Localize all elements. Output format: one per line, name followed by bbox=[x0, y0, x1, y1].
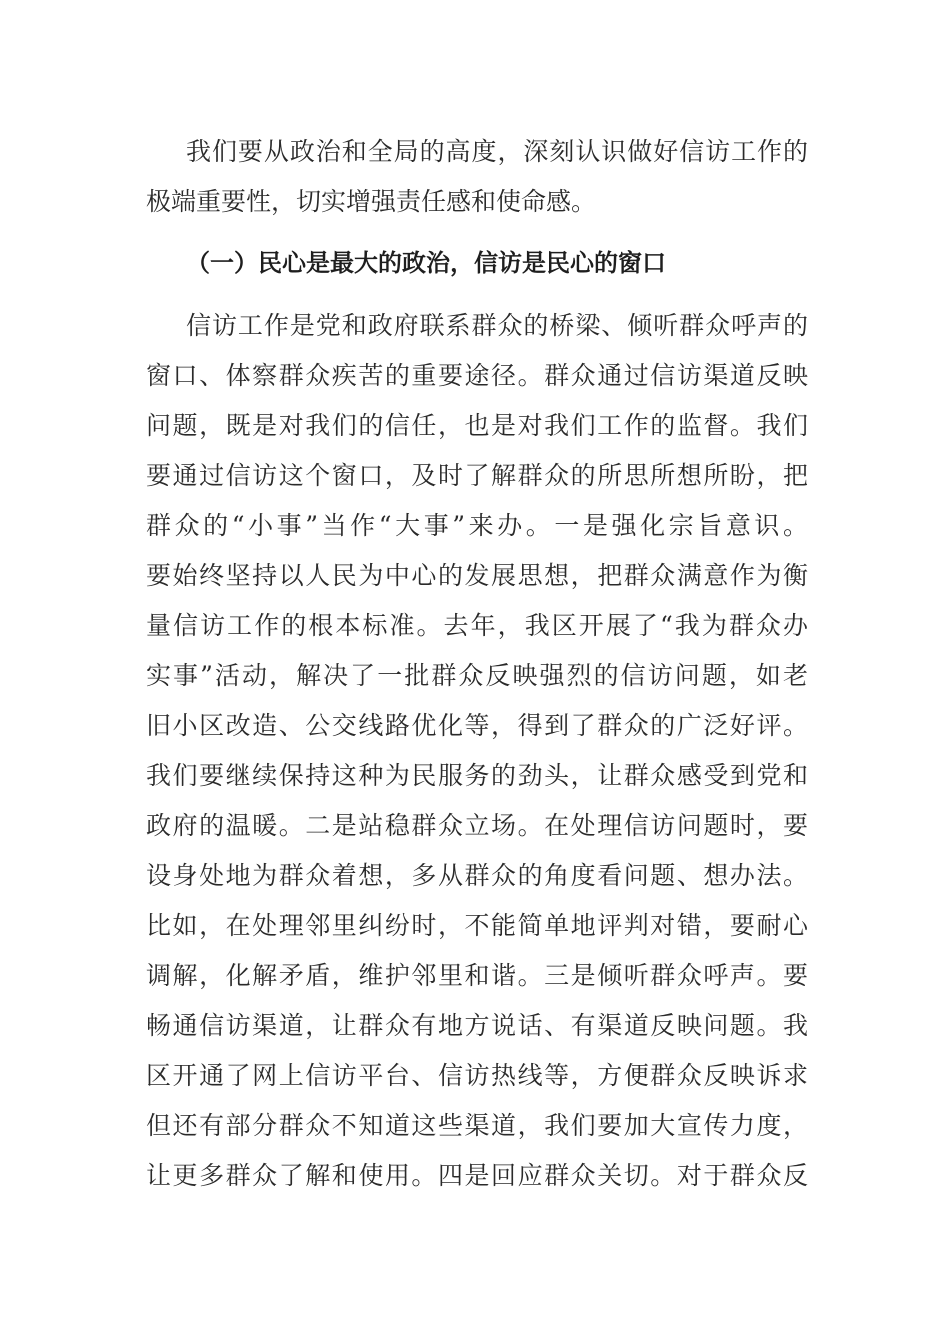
body-line: 旧小区改造、公交线路优化等，得到了群众的广泛好评。 bbox=[146, 711, 808, 740]
body-line: 区开通了网上信访平台、信访热线等，方便群众反映诉求 bbox=[146, 1061, 808, 1090]
body-line: 实事”活动，解决了一批群众反映强烈的信访问题，如老 bbox=[146, 661, 808, 690]
body-line: 但还有部分群众不知道这些渠道，我们要加大宣传力度， bbox=[146, 1111, 808, 1140]
body-line: 信访工作是党和政府联系群众的桥梁、倾听群众呼声的 bbox=[186, 311, 808, 340]
body-line: 我们要继续保持这种为民服务的劲头，让群众感受到党和 bbox=[146, 761, 808, 790]
body-line: 群众的“小事”当作“大事”来办。一是强化宗旨意识。 bbox=[146, 511, 808, 540]
body-line: 量信访工作的根本标准。去年，我区开展了“我为群众办 bbox=[146, 611, 808, 640]
body-line: 要始终坚持以人民为中心的发展思想，把群众满意作为衡 bbox=[146, 561, 808, 590]
intro-line-2: 极端重要性，切实增强责任感和使命感。 bbox=[146, 187, 597, 216]
body-line: 畅通信访渠道，让群众有地方说话、有渠道反映问题。我 bbox=[146, 1011, 808, 1040]
body-line: 窗口、体察群众疾苦的重要途径。群众通过信访渠道反映 bbox=[146, 361, 808, 390]
body-line: 调解，化解矛盾，维护邻里和谐。三是倾听群众呼声。要 bbox=[146, 961, 808, 990]
intro-line-1: 我们要从政治和全局的高度，深刻认识做好信访工作的 bbox=[186, 137, 808, 166]
body-line: 问题，既是对我们的信任，也是对我们工作的监督。我们 bbox=[146, 411, 808, 440]
body-line: 政府的温暖。二是站稳群众立场。在处理信访问题时，要 bbox=[146, 811, 808, 840]
body-line: 要通过信访这个窗口，及时了解群众的所思所想所盼，把 bbox=[146, 461, 808, 490]
section-heading: （一）民心是最大的政治，信访是民心的窗口 bbox=[186, 249, 666, 277]
body-line: 设身处地为群众着想，多从群众的角度看问题、想办法。 bbox=[146, 861, 808, 890]
body-line: 让更多群众了解和使用。四是回应群众关切。对于群众反 bbox=[146, 1161, 808, 1190]
body-line: 比如，在处理邻里纠纷时，不能简单地评判对错，要耐心 bbox=[146, 911, 808, 940]
